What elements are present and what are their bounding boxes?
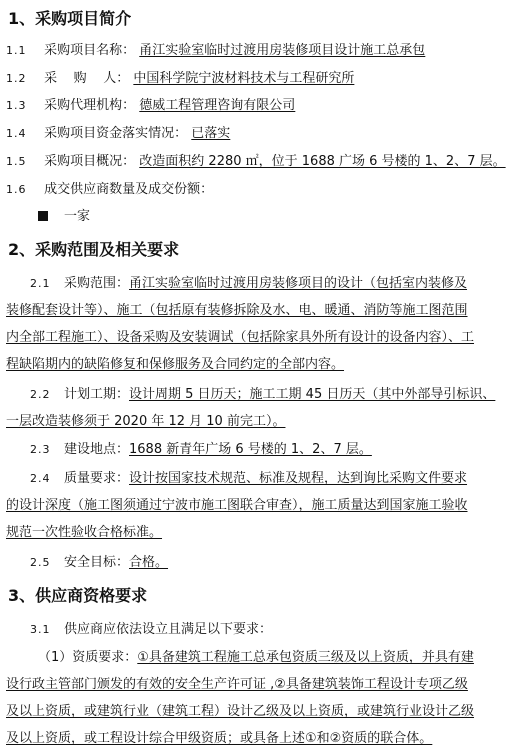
item-number: 2.1: [30, 277, 51, 290]
item-number: 2.4: [30, 472, 51, 485]
item-label: 采购范围：: [64, 276, 130, 291]
paragraph-2-2: [6, 386, 495, 431]
item-1-2: [6, 70, 354, 88]
item-number: 2.5: [30, 556, 51, 569]
scope-line-1: 甬江实验室临时过渡用房装修项目的设计（包括室内装修及: [129, 276, 468, 291]
paragraph-2-3: [30, 441, 372, 459]
item-label: 成交供应商数量及成交份额：: [44, 182, 214, 197]
project-name: 甬江实验室临时过渡用房装修项目设计施工总承包: [139, 43, 426, 58]
project-overview: 改造面积约 2280 ㎡，位于 1688 广场 6 号楼的 1、2、7 层。: [139, 154, 506, 169]
supplier-count-text: 一家: [64, 209, 91, 224]
item-label: 采购代理机构：: [44, 98, 136, 113]
paragraph-3-1: [30, 621, 272, 639]
item-number: 1.6: [6, 183, 27, 196]
item-label: 建设地点：: [64, 442, 130, 457]
scope-line-3: 内全部工程施工）、设备采购及安装调试（包括除家具外所有设计的设备内容）、工: [6, 330, 475, 345]
item-label: 采购项目概况：: [44, 154, 136, 169]
safety-target: 合格。: [129, 555, 169, 570]
qualification-line-3: 及以上资质，或建筑行业（建筑工程）设计乙级及以上资质，或建筑行业设计乙级: [6, 704, 475, 719]
funding-status: 已落实: [191, 126, 231, 141]
schedule-line-1: 设计周期 5 日历天；施工工期 45 日历天（其中外部导引标识、: [129, 387, 496, 402]
item-label: 质量要求：: [64, 471, 130, 486]
item-1-1: [6, 42, 425, 60]
item-label: 计划工期：: [64, 387, 130, 402]
item-label: 采购项目资金落实情况：: [44, 126, 188, 141]
scope-line-4: 程缺陷期内的缺陷修复和保修服务及合同约定的全部内容。: [6, 357, 345, 372]
section-2-title: 2、采购范围及相关要求: [8, 240, 180, 259]
filled-square-icon: [38, 211, 48, 221]
item-1-6: [6, 181, 213, 199]
item-1-3: [6, 97, 295, 115]
item-label: （1）资质要求：: [38, 650, 138, 665]
item-number: 3.1: [30, 623, 51, 636]
scope-line-2: 装修配套设计等）、施工（包括原有装修拆除及水、电、暖通、消防等施工图范围: [6, 303, 468, 318]
supplier-count-option: [38, 208, 90, 226]
qualification-line-2: 设行政主管部门颁发的有效的安全生产许可证 ,②具备建筑装饰工程设计专项乙级: [6, 677, 468, 692]
item-number: 2.3: [30, 443, 51, 456]
paragraph-2-5: [30, 554, 168, 572]
section-1-title: 1、采购项目简介: [8, 9, 132, 28]
item-number: 1.3: [6, 99, 27, 112]
item-label: 采购项目名称：: [44, 43, 136, 58]
item-number: 1.5: [6, 155, 27, 168]
item-number: 1.4: [6, 127, 27, 140]
qualification-line-4: 及以上资质，或工程设计综合甲级资质；或具备上述①和②资质的联合体。: [6, 731, 433, 746]
agency-name: 德威工程管理咨询有限公司: [139, 98, 296, 113]
quality-line-3: 规范一次性验收合格标准。: [6, 525, 163, 540]
construction-site: 1688 新青年广场 6 号楼的 1、2、7 层。: [129, 442, 372, 457]
item-number: 2.2: [30, 388, 51, 401]
paragraph-2-4: [6, 470, 468, 542]
section-3-title: 3、供应商资格要求: [8, 586, 148, 605]
purchaser-name: 中国科学院宁波材料技术与工程研究所: [133, 71, 355, 86]
quality-line-1: 设计按国家技术规范、标准及规程，达到询比采购文件要求: [129, 471, 468, 486]
quality-line-2: 的设计深度（施工图须通过宁波市施工图联合审查），施工质量达到国家施工验收: [6, 498, 468, 513]
paragraph-3-1-1: [6, 649, 474, 748]
item-label: 采 购 人：: [44, 71, 130, 86]
item-label: 安全目标：: [64, 555, 130, 570]
paragraph-2-1: [6, 275, 474, 374]
schedule-line-2: 一层改造装修须于 2020 年 12 月 10 前完工）。: [6, 414, 286, 429]
item-number: 1.2: [6, 72, 27, 85]
qualification-line-1: ①具备建筑工程施工总承包资质三级及以上资质，并具有建: [137, 650, 474, 665]
item-1-4: [6, 125, 230, 143]
requirement-intro: 供应商应依法设立且满足以下要求：: [64, 622, 273, 637]
item-1-5: [6, 153, 506, 171]
item-number: 1.1: [6, 44, 27, 57]
